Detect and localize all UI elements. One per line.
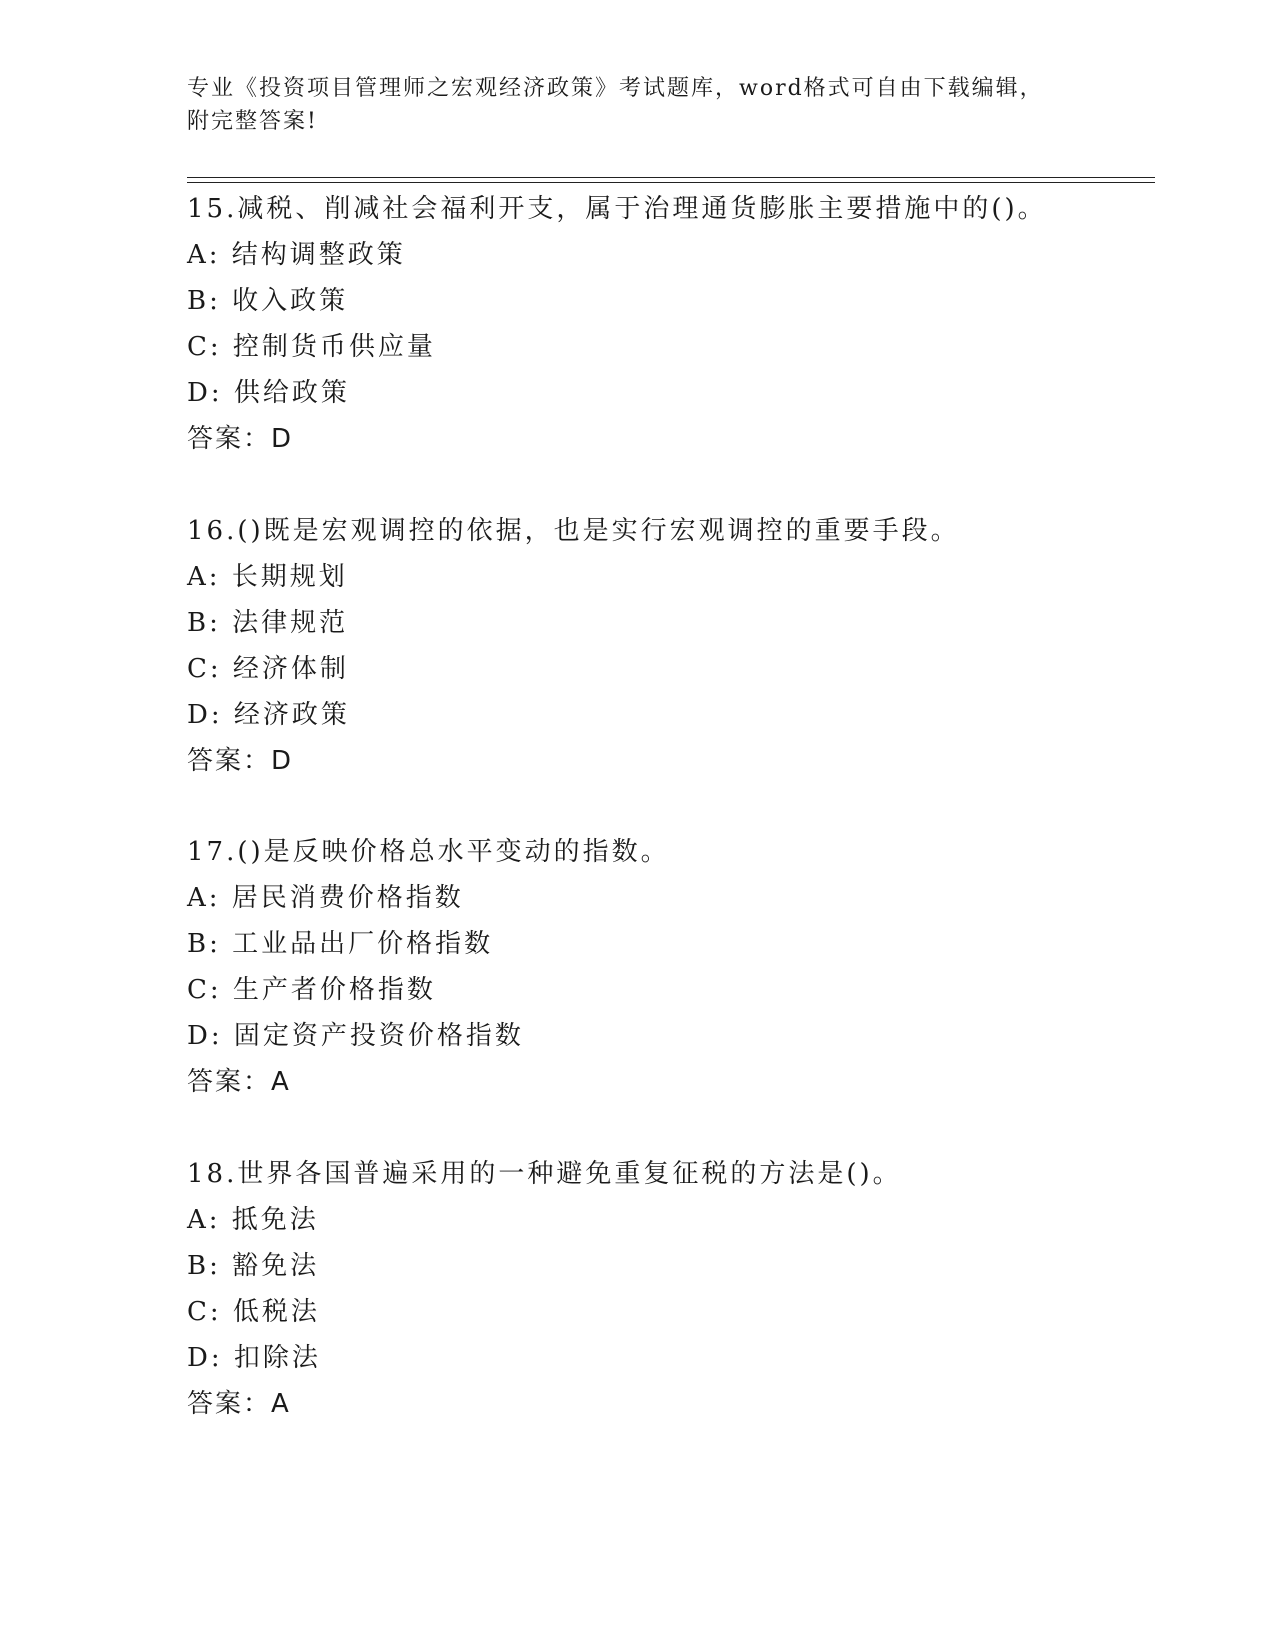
header-line-2: 附完整答案! <box>187 109 318 134</box>
question-15 <box>187 186 1155 462</box>
option-a: A: 结构调整政策 <box>187 240 406 270</box>
question-stem: 15.减税、削减社会福利开支，属于治理通货膨胀主要措施中的()。 <box>187 194 1047 224</box>
question-18 <box>187 1151 1155 1427</box>
option-c: C: 控制货币供应量 <box>187 332 436 362</box>
header-divider-bottom <box>187 182 1155 183</box>
answer-line: 答案：D <box>187 746 294 776</box>
option-d: D: 供给政策 <box>187 378 350 408</box>
option-b: B: 收入政策 <box>187 286 349 316</box>
option-d: D: 固定资产投资价格指数 <box>187 1021 524 1051</box>
document-header <box>187 72 1067 138</box>
answer-line: 答案：A <box>187 1389 291 1419</box>
option-a: A: 居民消费价格指数 <box>187 883 464 913</box>
question-17 <box>187 829 1155 1105</box>
option-d: D: 扣除法 <box>187 1343 321 1373</box>
option-b: B: 工业品出厂价格指数 <box>187 929 494 959</box>
option-c: C: 低税法 <box>187 1297 320 1327</box>
option-c: C: 生产者价格指数 <box>187 975 436 1005</box>
question-stem: 16.()既是宏观调控的依据，也是实行宏观调控的重要手段。 <box>187 516 960 546</box>
option-a: A: 抵免法 <box>187 1205 319 1235</box>
header-line-1: 专业《投资项目管理师之宏观经济政策》考试题库，word格式可自由下载编辑， <box>187 76 1044 101</box>
question-stem: 17.()是反映价格总水平变动的指数。 <box>187 837 670 867</box>
option-a: A: 长期规划 <box>187 562 348 592</box>
answer-line: 答案：A <box>187 1067 291 1097</box>
question-16 <box>187 508 1155 784</box>
option-d: D: 经济政策 <box>187 700 350 730</box>
answer-line: 答案：D <box>187 424 294 454</box>
option-b: B: 豁免法 <box>187 1251 320 1281</box>
question-stem: 18.世界各国普遍采用的一种避免重复征税的方法是()。 <box>187 1159 902 1189</box>
option-b: B: 法律规范 <box>187 608 349 638</box>
option-c: C: 经济体制 <box>187 654 349 684</box>
header-divider-top <box>187 177 1155 178</box>
